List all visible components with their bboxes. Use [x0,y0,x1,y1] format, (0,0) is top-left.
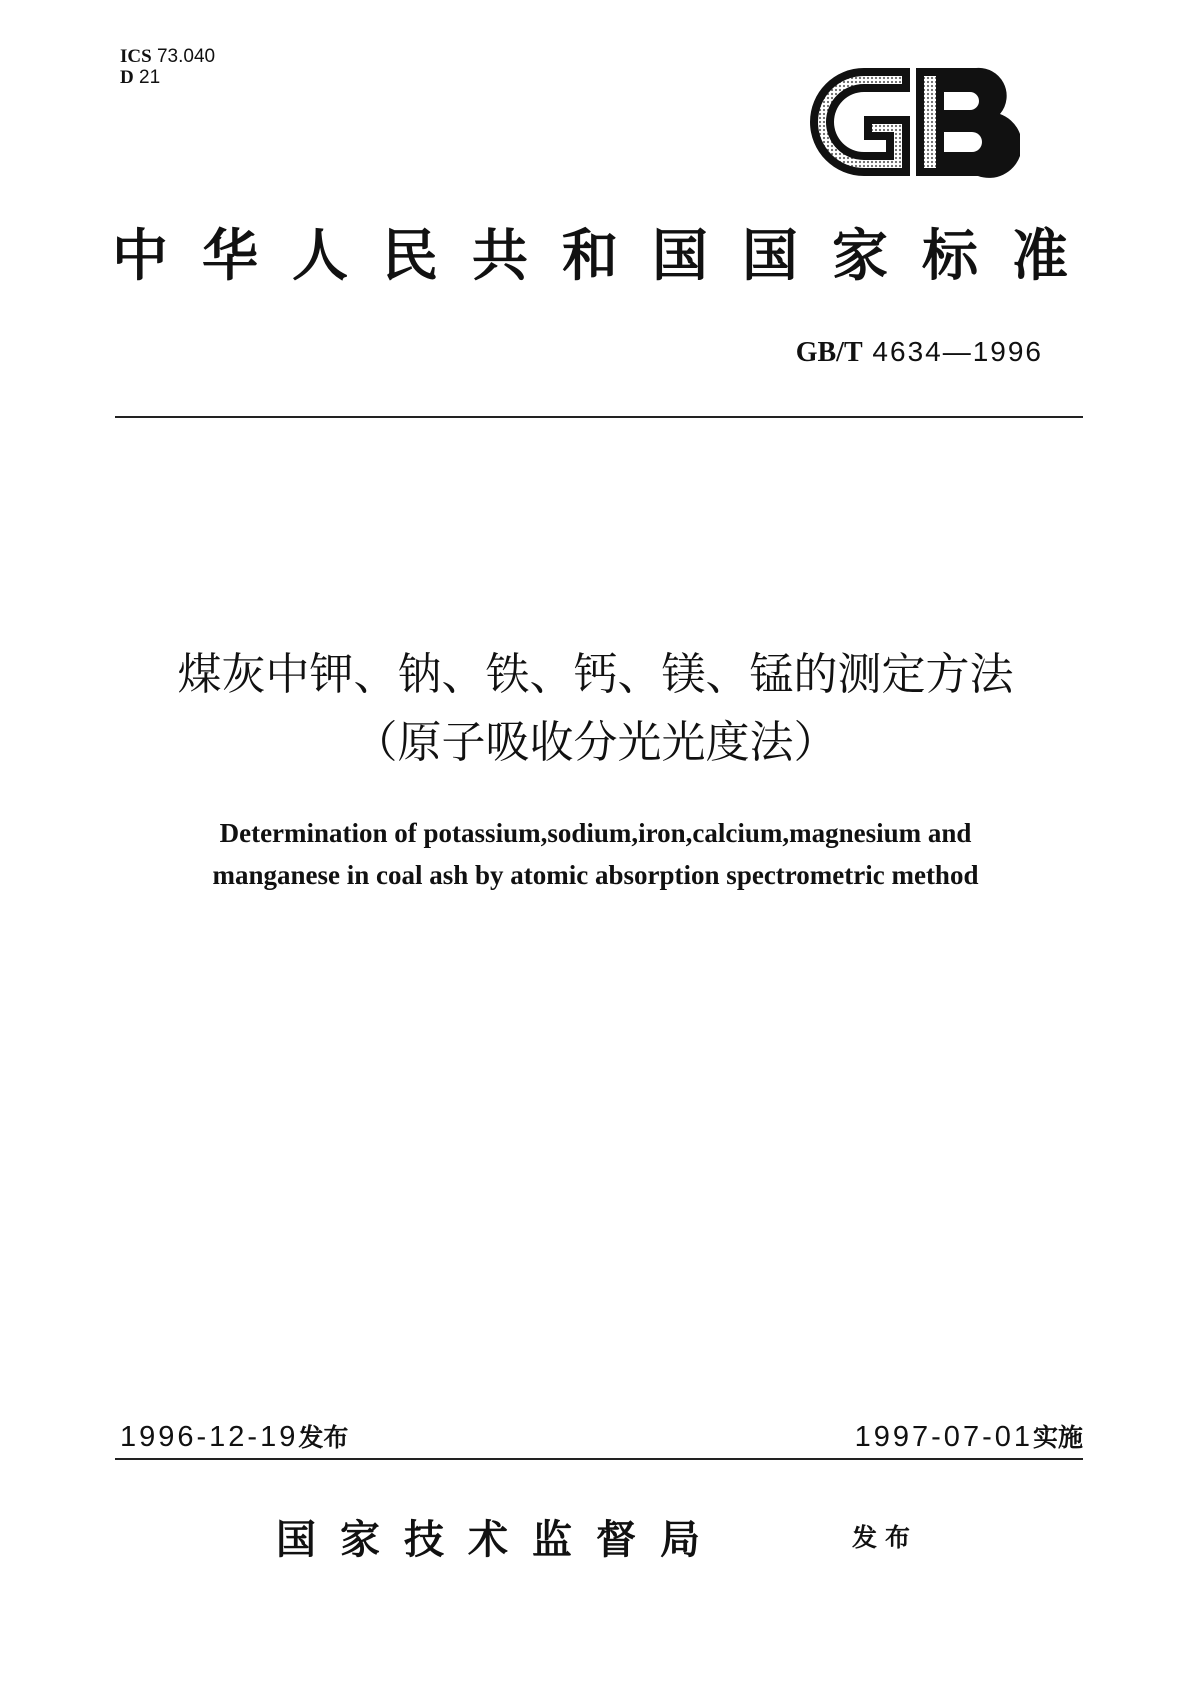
english-title [0,812,1191,896]
title-char: 家 [832,223,888,289]
publisher: 国家技术监督局 [276,1516,724,1563]
title-char: 人 [292,223,348,289]
national-standard-title [112,222,1097,290]
effective-label: 实施 [1032,1423,1083,1452]
issue-label: 发布 [298,1423,349,1452]
ccs-value: 21 [139,67,161,88]
standard-code: 4634—1996 [872,336,1043,367]
issue-date [120,1418,348,1454]
effective-date-value: 1997-07-01 [854,1421,1033,1453]
english-title-line-2: manganese in coal ash by atomic absorption spectrometric method [212,860,979,890]
classification-codes [120,46,215,88]
standard-number [796,336,1043,369]
ccs-code [120,67,215,88]
gb-logo [806,64,1020,180]
english-title-line-1: Determination of potassium,sodium,iron,calcium,magnesium and [219,818,972,848]
title-char: 国 [742,223,798,289]
standard-prefix: GB/T [795,337,863,368]
ics-value: 73.040 [156,46,216,67]
ics-code [120,46,215,67]
top-divider [115,416,1083,418]
title-char: 共 [472,223,528,289]
ccs-label: D [120,67,134,88]
bottom-divider [115,1458,1083,1460]
title-char: 国 [652,223,708,289]
chinese-title-line-1: 煤灰中钾、钠、铁、钙、镁、锰的测定方法 [177,649,1014,700]
title-char: 中 [112,223,168,289]
title-char: 标 [922,223,978,289]
issue-date-value: 1996-12-19 [120,1421,299,1453]
title-char: 和 [562,223,618,289]
title-char: 准 [1012,223,1068,289]
chinese-title-line-2: （原子吸收分光光度法） [353,717,838,768]
publish-label: 发布 [852,1523,919,1552]
ics-label: ICS [120,46,152,67]
title-char: 华 [202,223,258,289]
effective-date [855,1418,1083,1454]
title-char: 民 [382,223,438,289]
